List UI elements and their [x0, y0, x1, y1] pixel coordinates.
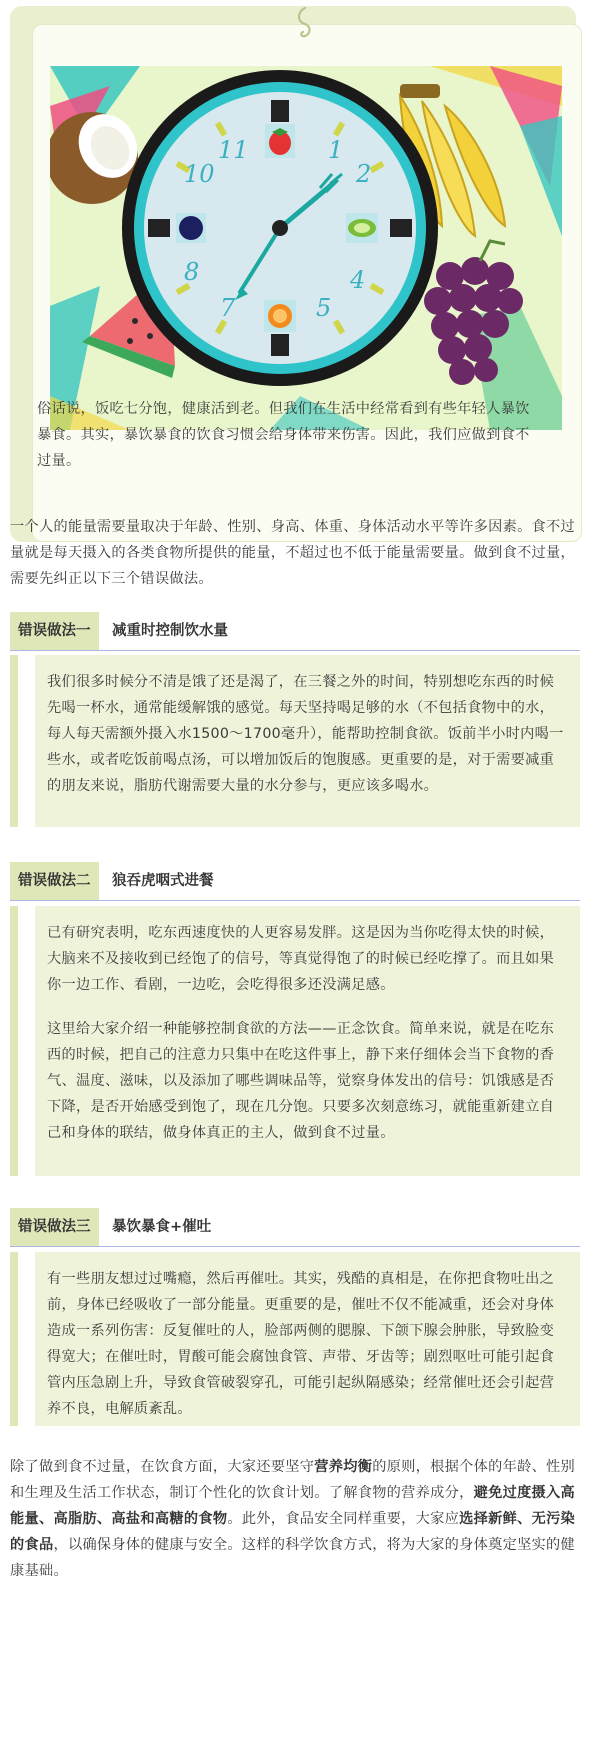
section-title: 减重时控制饮水量 [112, 623, 228, 639]
section-side-bar [10, 906, 18, 1176]
closing-paragraph [10, 1454, 580, 1584]
section-paragraph: 有一些朋友想过过嘴瘾，然后再催吐。其实，残酷的真相是，在你把食物吐出之前，身体已经吸收了一部分能量。更重要的是，催吐不仅不能减重，还会对身体造成一系列伤害：反复催吐的人，脸部两侧的腮腺、下颌下腺会肿胀，导致脸变得宽大；在催吐时，胃酸可能会腐蚀食管、声带、牙齿等；剧烈呕吐可能引起食管内压急剧上升，导致食管破裂穿孔，可能引起纵隔感染；经常催吐还会引起营养不良，电解质紊乱。 [47, 1271, 555, 1417]
closing-bold: 选择新鲜、无污染的食品 [10, 1511, 576, 1553]
closing-bold: 营养均衡 [314, 1459, 373, 1475]
intro-card [10, 6, 576, 542]
section-paragraph: 已有研究表明，吃东西速度快的人更容易发胖。这是因为当你吃得太快的时候，大脑来不及接收到已经饱了的信号，等真觉得饱了的时候已经吃撑了。而且如果你一边工作、看剧，一边吃，会吃得很多还没满足感。 [47, 925, 555, 993]
section-title: 暴饮暴食+催吐 [112, 1219, 212, 1235]
clock-number: 2 [356, 160, 372, 188]
clock-number: 5 [316, 294, 332, 322]
clock-number: 4 [350, 266, 366, 294]
closing-bold: 避免过度摄入高能量、高脂肪、高盐和高糖的食物 [10, 1485, 576, 1527]
section-header-3 [10, 1208, 580, 1247]
swirl-ornament-icon [293, 6, 317, 46]
section-tag: 错误做法二 [10, 862, 99, 900]
clock-number: 10 [184, 160, 215, 188]
section-content-box-1 [35, 655, 580, 827]
intro-card-text: 俗话说，饭吃七分饱，健康活到老。但我们在生活中经常看到有些年轻人暴饮暴食。其实，暴饮暴食的饮食习惯会给身体带来伤害。因此，我们应做到食不过量。 [37, 401, 530, 469]
clock-number: 11 [218, 136, 249, 164]
closing-text: ，以确保身体的健康与安全。这样的科学饮食方式，将为大家的身体奠定坚实的健康基础。 [10, 1537, 576, 1579]
clock-number: 1 [328, 136, 344, 164]
clock-number: 7 [220, 294, 236, 322]
section-content-box-2 [35, 906, 580, 1176]
closing-text: 的原则，根据个体的年龄、性别和生理及生活工作状态，制订个性化的饮食计划。了解食物的营养成分， [10, 1459, 576, 1501]
clock-fruits-illustration [50, 66, 562, 430]
intro-paragraph: 一个人的能量需要量取决于年龄、性别、身高、体重、身体活动水平等许多因素。食不过量就是每天摄入的各类食物所提供的能量，不超过也不低于能量需要量。做到食不过量，需要先纠正以下三个错误做法。 [10, 519, 576, 587]
clock-number: 8 [184, 258, 200, 286]
closing-text: 。此外，食品安全同样重要，大家应 [227, 1511, 460, 1527]
section-side-bar [10, 655, 18, 827]
section-header-1 [10, 612, 580, 651]
section-title: 狼吞虎咽式进餐 [112, 873, 214, 889]
section-paragraph: 我们很多时候分不清是饿了还是渴了，在三餐之外的时间，特别想吃东西的时候先喝一杯水，通常能缓解饿的感觉。每天坚持喝足够的水（不包括食物中的水，每人每天需额外摄入水1500～1700毫升），能帮助控制食欲。饭前半小时内喝一些水，或者吃饭前喝点汤，可以增加饭后的饱腹感。更重要的是，对于需要减重的朋友来说，脂肪代谢需要大量的水分参与，更应该多喝水。 [47, 674, 564, 794]
section-content-box-3 [35, 1252, 580, 1426]
closing-text: 除了做到食不过量，在饮食方面，大家还要坚守 [10, 1459, 315, 1475]
section-tag: 错误做法三 [10, 1208, 99, 1246]
section-paragraph: 这里给大家介绍一种能够控制食欲的方法——正念饮食。简单来说，就是在吃东西的时候，把自己的注意力只集中在吃这件事上，静下来仔细体会当下食物的香气、温度、滋味，以及添加了哪些调味品等，觉察身体发出的信号：饥饿感是否下降，是否开始感受到饱了，现在几分饱。只要多次刻意练习，就能重新建立自己和身体的联结，做身体真正的主人，做到食不过量。 [47, 1021, 555, 1141]
section-header-2 [10, 862, 580, 901]
section-tag: 错误做法一 [10, 612, 99, 650]
section-side-bar [10, 1252, 18, 1426]
